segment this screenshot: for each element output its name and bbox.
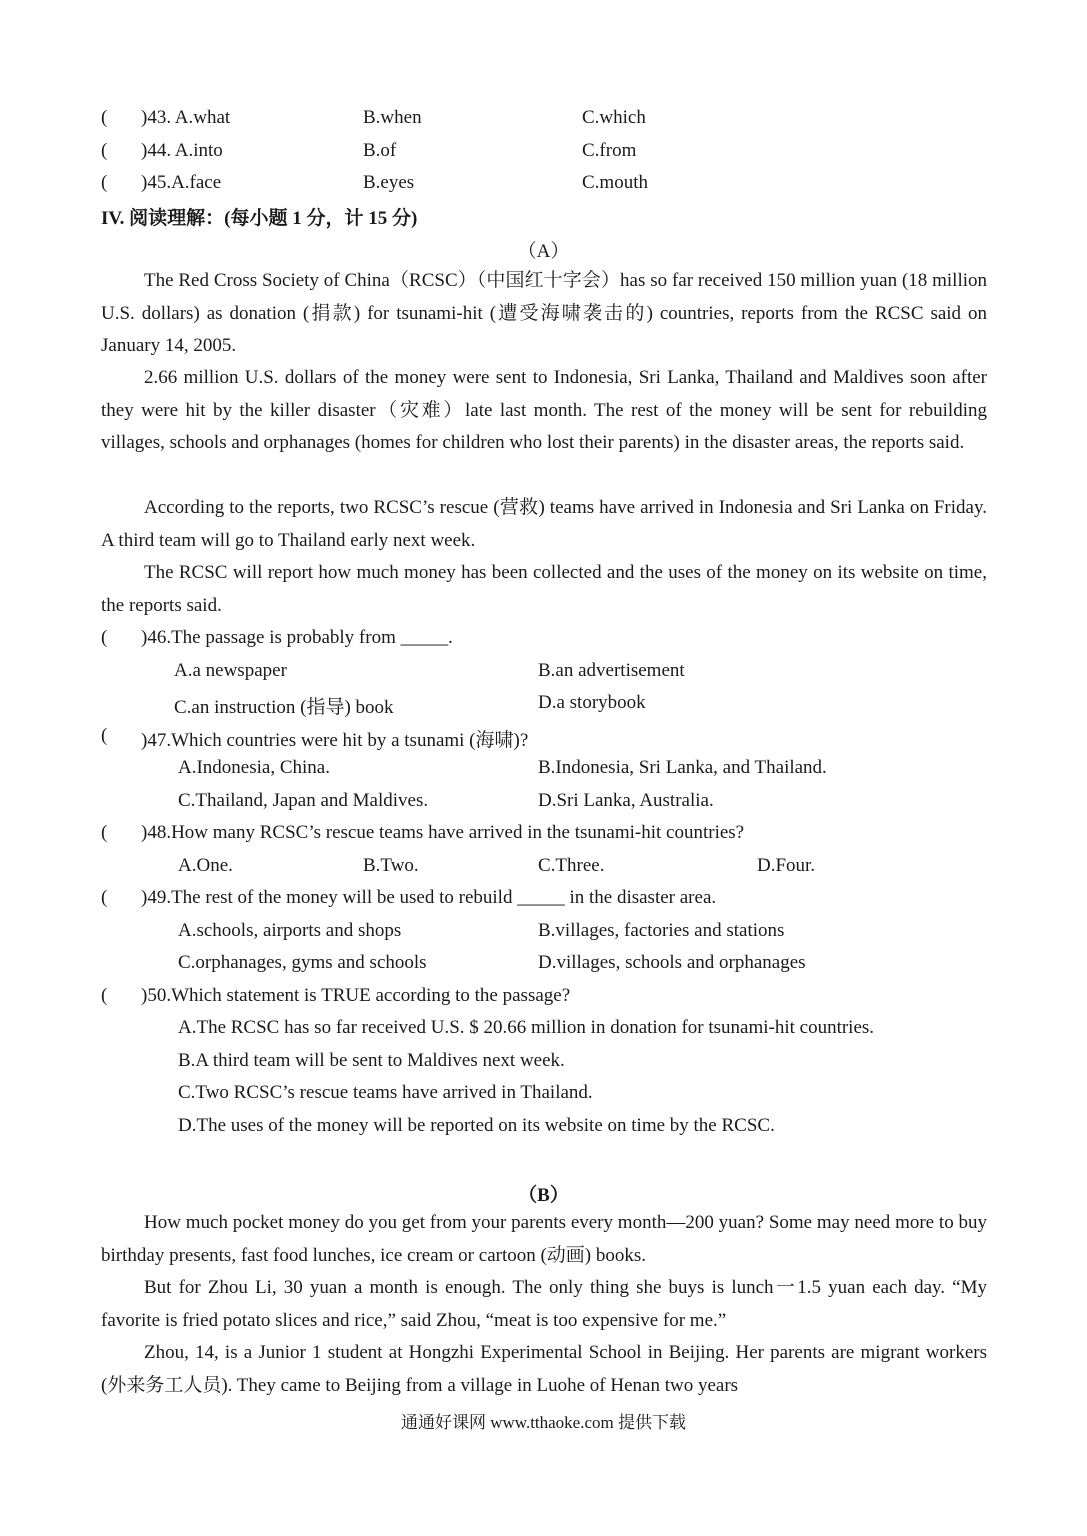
passage-a-paragraph-2: 2.66 million U.S. dollars of the money were sent to Indonesia, Sri Lanka, Thailand and Maldives soon after they were hit by the killer disaster（灾难）late last month. The rest of the money will be sent for rebuilding villages, schools and orphanages (homes for children who lost their parents) in the disaster areas, the reports said. [101, 367, 987, 454]
question-stem: )48.How many RCSC’s rescue teams have arrived in the tsunami-hit countries? [141, 822, 745, 843]
option-d: D.The uses of the money will be reported on its website on time by the RCSC. [178, 1115, 775, 1136]
option-b: B.when [363, 107, 422, 128]
option-c: C.which [582, 107, 646, 128]
option-c: C.Two RCSC’s rescue teams have arrived in Thailand. [178, 1082, 593, 1103]
option-c: C.mouth [582, 172, 648, 193]
question-stem: )45.A.face [141, 172, 222, 193]
passage-a-paragraph-3: According to the reports, two RCSC’s rescue (营救) teams have arrived in Indonesia and Sri Lanka on Friday. A third team will go to Thailand early next week. [101, 497, 987, 551]
option-b: B.Two. [363, 855, 419, 876]
passage-b-paragraph-3: Zhou, 14, is a Junior 1 student at Hongzhi Experimental School in Beijing. Her parents are migrant workers (外来务工人员). They came to Beijing from a village in Luohe of Henan two years [101, 1342, 987, 1396]
option-c: C.Three. [538, 855, 605, 876]
option-b: B.of [363, 140, 397, 161]
answer-paren: ( [101, 172, 108, 193]
passage-b-paragraph-2: But for Zhou Li, 30 yuan a month is enough. The only thing she buys is lunch一1.5 yuan each day. “My favorite is fried potato slices and rice,” said Zhou, “meat is too expensive for me.” [101, 1277, 987, 1331]
option-a: A.One. [178, 855, 233, 876]
option-b: B.villages, factories and stations [538, 920, 785, 941]
answer-paren: ( [101, 725, 108, 746]
answer-paren: ( [101, 985, 108, 1006]
option-d: D.Sri Lanka, Australia. [538, 790, 714, 811]
option-a: A.Indonesia, China. [178, 757, 330, 778]
answer-paren: ( [101, 822, 108, 843]
question-stem: )43. A.what [141, 107, 231, 128]
option-b: B.A third team will be sent to Maldives next week. [178, 1050, 565, 1071]
question-stem: )44. A.into [141, 140, 223, 161]
passage-a-paragraph-1: The Red Cross Society of China（RCSC）（中国红十字会）has so far received 150 million yuan (18 million U.S. dollars) as donation (捐款) for tsunami-hit (遭受海啸袭击的) countries, reports from the RCSC said on January 14, 2005. [101, 270, 987, 357]
option-c: C.orphanages, gyms and schools [178, 952, 427, 973]
option-b: B.an advertisement [538, 660, 685, 681]
question-stem: )49.The rest of the money will be used to rebuild _____ in the disaster area. [141, 887, 717, 908]
answer-paren: ( [101, 627, 108, 648]
question-stem: )50.Which statement is TRUE according to the passage? [141, 985, 571, 1006]
section-title: IV. 阅读理解：(每小题 1 分，计 15 分) [101, 208, 418, 229]
passage-a-paragraph-4: The RCSC will report how much money has been collected and the uses of the money on its website on time, the reports said. [101, 562, 987, 616]
option-a: A.The RCSC has so far received U.S. $ 20.66 million in donation for tsunami-hit countries. [178, 1017, 875, 1038]
answer-paren: ( [101, 107, 108, 128]
option-d: D.villages, schools and orphanages [538, 952, 806, 973]
answer-paren: ( [101, 887, 108, 908]
option-c: C.from [582, 140, 637, 161]
option-b: B.Indonesia, Sri Lanka, and Thailand. [538, 757, 827, 778]
option-c: C.an instruction (指导) book [174, 697, 394, 718]
page-footer: 通通好课网 www.tthaoke.com 提供下载 [400, 1413, 687, 1432]
option-a: A.a newspaper [174, 660, 287, 681]
option-d: D.Four. [757, 855, 816, 876]
answer-paren: ( [101, 140, 108, 161]
question-stem: )46.The passage is probably from _____. [141, 627, 453, 648]
question-stem: )47.Which countries were hit by a tsunami (海啸)? [141, 730, 529, 751]
passage-a-label: （A） [517, 241, 570, 262]
option-c: C.Thailand, Japan and Maldives. [178, 790, 429, 811]
passage-b-label: （B） [518, 1185, 569, 1206]
option-a: A.schools, airports and shops [178, 920, 402, 941]
option-d: D.a storybook [538, 692, 646, 713]
option-b: B.eyes [363, 172, 415, 193]
passage-b-paragraph-1: How much pocket money do you get from your parents every month—200 yuan? Some may need more to buy birthday presents, fast food lunches, ice cream or cartoon (动画) books. [101, 1212, 987, 1266]
